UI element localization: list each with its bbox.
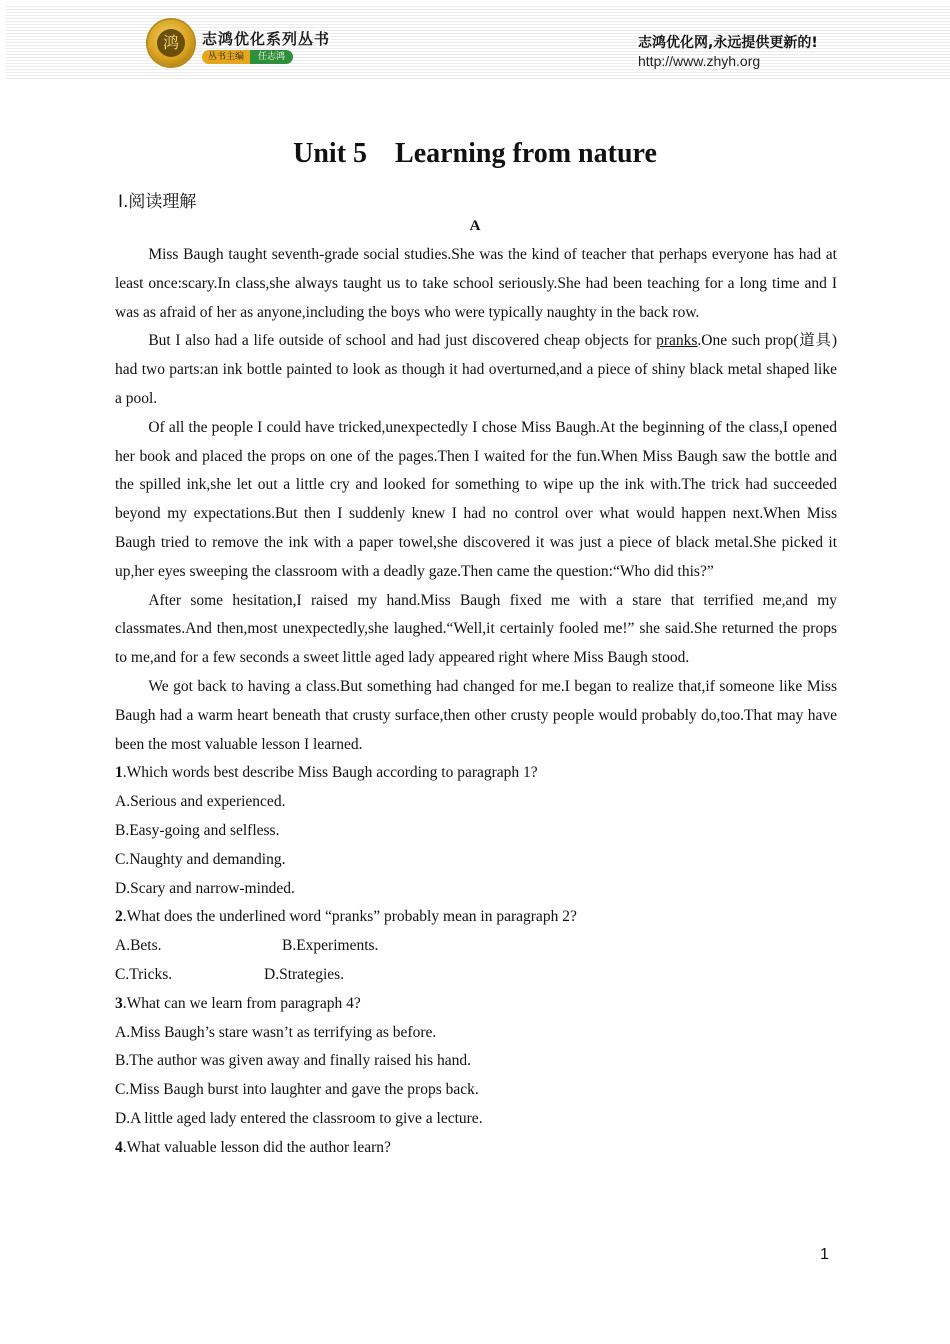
paragraph-5: We got back to having a class.But something had changed for me.I began to realize that,if someone like Miss Baugh had a warm heart beneath that crusty surface,then other crusty people would probably do,too.That may have been the most valuable lesson I learned. [115, 677, 837, 753]
question-3 [115, 990, 837, 1019]
question-number: 2 [115, 908, 123, 926]
option: A.Serious and experienced. [115, 793, 286, 811]
question-number: 3 [115, 994, 123, 1012]
question-number: 1 [115, 764, 123, 782]
question-text: .Which words best describe Miss Baugh according to paragraph 1? [122, 764, 538, 782]
option: D.Strategies. [264, 965, 345, 983]
option: D.A little aged lady entered the classroom to give a lecture. [115, 1109, 483, 1127]
question-4 [115, 1134, 837, 1163]
unit-title: Unit 5 Learning from nature [293, 138, 657, 169]
question-text: .What valuable lesson did the author learn? [122, 1138, 391, 1156]
question-text: .What can we learn from paragraph 4? [122, 994, 361, 1012]
paragraph-1: Miss Baugh taught seventh-grade social studies.She was the kind of teacher that perhaps everyone has had at least once:scary.In class,she always taught us to take school seriously.She had been teaching for a long time and I was as afraid of her as anyone,including the boys who were typically naughty in the back row. [115, 246, 837, 321]
publisher-logo [148, 20, 194, 66]
option-row [115, 932, 837, 961]
option: A.Bets. [115, 937, 162, 955]
underlined-word: pranks [656, 332, 698, 350]
option: C.Tricks. [115, 965, 173, 983]
option: C.Naughty and demanding. [115, 850, 286, 868]
section-heading: Ⅰ.阅读理解 [118, 192, 197, 212]
paragraph-3: Of all the people I could have tricked,unexpectedly I chose Miss Baugh.At the beginning of the class,I opened her book and placed the props on one of the pages.Then I waited for the fun.When Miss Baugh saw the bottle and the spilled ink,she let out a little cry and looked for something to wipe up the ink with.The trick had succeeded beyond my expectations.But then I suddenly knew I had no control over what would happen next.When Miss Baugh tried to remove the ink with a paper towel,she discovered it was just a piece of black metal.She picked it up,her eyes sweeping the classroom with a deadly gaze.Then came the question:“Who did this?” [115, 418, 837, 580]
reading-content [115, 241, 837, 1163]
passage-label: A [469, 218, 481, 234]
editor-badge [202, 50, 293, 64]
editor-name: 任志鸿 [250, 50, 293, 64]
page-number: 1 [820, 1246, 829, 1263]
option: D.Scary and narrow-minded. [115, 879, 295, 897]
option: B.Experiments. [282, 937, 379, 955]
editor-label: 丛书主编 [202, 50, 250, 64]
header-slogan: 志鸿优化网,永远提供更新的! [638, 35, 818, 51]
question-1 [115, 759, 837, 788]
paragraph-2 [115, 327, 837, 413]
paragraph-4: After some hesitation,I raised my hand.Miss Baugh fixed me with a stare that terrified me,and my classmates.And then,most unexpectedly,she laughed.“Well,it certainly fooled me!” she said.She returned the props to me,and for a few seconds a sweet little aged lady appeared right where Miss Baugh stood. [115, 591, 837, 667]
series-title: 志鸿优化系列丛书 [202, 30, 331, 48]
site-url-link[interactable]: http://www.zhyh.org [638, 53, 761, 69]
option: A.Miss Baugh’s stare wasn’t as terrifying as before. [115, 1023, 437, 1041]
paragraph-2-end: .One such prop(道具) had two parts:an ink bottle painted to look as though it had overturned,and a piece of shiny black metal shaped like a pool. [115, 332, 837, 407]
logo-emblem-icon: 鸿 [157, 29, 185, 57]
page-header [6, 4, 950, 80]
question-2 [115, 903, 837, 932]
option: C.Miss Baugh burst into laughter and gave the props back. [115, 1081, 479, 1099]
question-text: .What does the underlined word “pranks” probably mean in paragraph 2? [122, 908, 577, 926]
question-number: 4 [115, 1138, 123, 1156]
option: B.Easy-going and selfless. [115, 821, 280, 839]
paragraph-2-start: But I also had a life outside of school and had just discovered cheap objects for [148, 332, 657, 350]
option-row [115, 961, 837, 990]
option: B.The author was given away and finally raised his hand. [115, 1052, 471, 1070]
